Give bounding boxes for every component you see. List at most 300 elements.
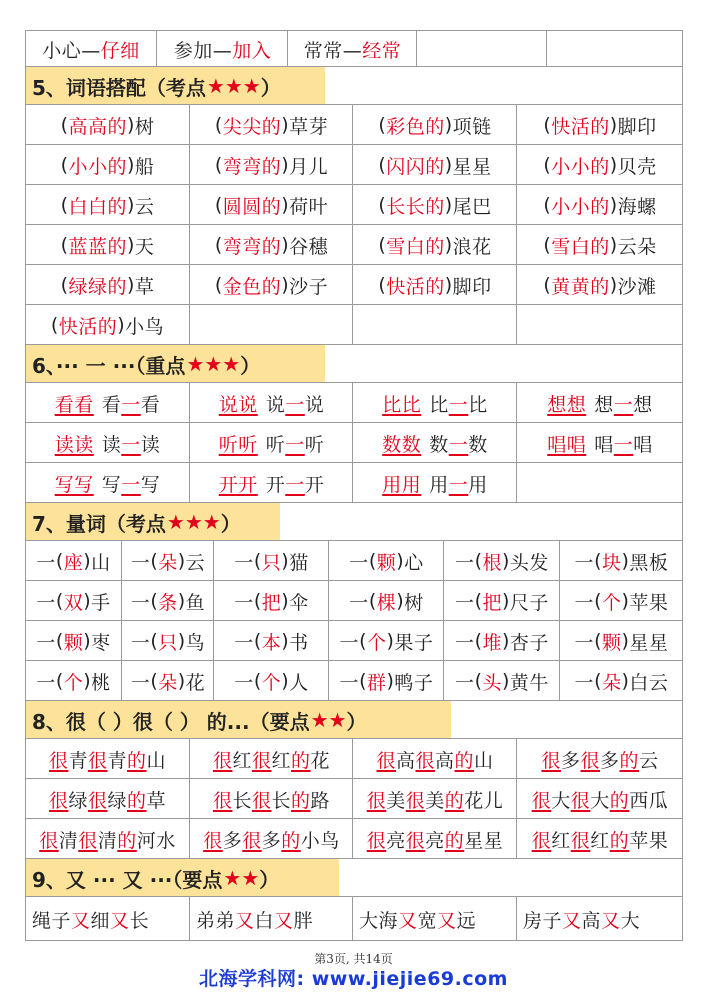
section8-title: [26, 701, 451, 739]
collocation-cell: [516, 305, 683, 345]
paren: ): [396, 550, 405, 572]
paren: ): [177, 590, 186, 612]
noun: 小鸟: [125, 315, 165, 338]
collocation-cell: [189, 185, 353, 225]
collocation-cell: [189, 265, 353, 305]
paren: (: [214, 154, 223, 176]
footer-website: 北海学科网: www.jiejie69.com: [199, 968, 508, 990]
paren: (: [543, 234, 552, 256]
paren: ): [502, 550, 510, 572]
noun: 伞: [289, 591, 309, 614]
adjective: 红: [590, 829, 610, 852]
measure-word: 块: [601, 551, 622, 574]
hen-char: 很: [212, 749, 233, 772]
adjective: 闪闪的: [386, 155, 445, 178]
reduplicated-word: 数数: [382, 433, 422, 456]
noun: 人: [289, 671, 309, 694]
paren: ): [502, 630, 510, 652]
reduplication-cell: [26, 383, 189, 423]
measure-word: 个: [366, 631, 387, 654]
verb: 比: [429, 393, 449, 416]
adjective: 高: [395, 749, 416, 772]
noun: 星星: [629, 631, 669, 654]
noun: 花儿: [464, 789, 504, 812]
section9-title: [26, 859, 339, 897]
paren: (: [594, 630, 602, 652]
paren: (: [55, 590, 64, 612]
section7-title: [26, 503, 280, 541]
adjective: 长长的: [386, 195, 445, 218]
noun: 船: [134, 155, 155, 178]
you-char: 又: [601, 909, 621, 932]
paren: ): [281, 194, 290, 216]
noun: 手: [91, 591, 111, 614]
section5-row: [26, 304, 682, 345]
paren: ): [177, 550, 186, 572]
adjective: 清: [58, 829, 79, 852]
noun: 白云: [629, 671, 669, 694]
subject: 大海: [359, 909, 399, 932]
noun: 浪花: [452, 235, 492, 258]
adjective: 小小的: [68, 155, 127, 178]
hen-phrase-cell: [352, 739, 517, 779]
measure-word: 把: [482, 591, 502, 614]
measure-word-cell: [559, 661, 683, 701]
title-text: 7、量词（考点: [32, 511, 166, 536]
adjective: 白白的: [68, 195, 127, 218]
paren: ): [127, 114, 135, 136]
measure-word: 棵: [376, 591, 397, 614]
verb: 说: [304, 393, 325, 416]
verb: 唱: [633, 433, 653, 456]
noun: 脚印: [452, 275, 492, 298]
hen-char: 很: [242, 829, 262, 852]
reduplicated-word: 开开: [218, 473, 258, 496]
reduplication-cell: [189, 463, 353, 503]
adjective: 红: [271, 749, 292, 772]
measure-word-cell: [213, 661, 329, 701]
paren: ): [281, 590, 290, 612]
paren: (: [214, 274, 223, 296]
noun: 树: [404, 591, 424, 614]
verb: 开: [265, 473, 286, 496]
paren: ): [621, 670, 630, 692]
noun: 沙滩: [617, 275, 657, 298]
collocation-cell: [516, 265, 683, 305]
paren: (: [474, 550, 483, 572]
reduplication-cell: [352, 423, 517, 463]
paren: (: [543, 114, 552, 136]
paren: ): [444, 114, 453, 136]
adjective: 亮: [386, 829, 406, 852]
adjective: 彩色的: [386, 115, 445, 138]
section6-header-row: [26, 344, 682, 383]
reduplicated-word: 看看: [54, 393, 94, 416]
paren: (: [150, 630, 159, 652]
section5-row: [26, 264, 682, 305]
paren: ): [281, 114, 290, 136]
hen-phrase-cell: [26, 819, 189, 859]
hen-char: 很: [405, 789, 426, 812]
section7-row: [26, 580, 682, 621]
de-char: 的: [609, 789, 630, 812]
adjective: 绿: [107, 789, 128, 812]
yi-char: 一: [574, 671, 595, 694]
noun: 路: [310, 789, 331, 812]
yi-char: 一: [349, 551, 369, 574]
adjective: 高: [581, 909, 602, 932]
paren: (: [253, 590, 262, 612]
paren: ): [502, 590, 510, 612]
hen-char: 很: [78, 829, 98, 852]
you-char: 又: [274, 909, 294, 932]
collocation-cell: [352, 265, 517, 305]
paren: ): [281, 670, 290, 692]
pair-cell: 参加— 加入: [156, 31, 288, 67]
paren: (: [55, 630, 64, 652]
measure-word-cell: [213, 541, 329, 581]
yi-char: 一: [613, 433, 634, 456]
paren: (: [50, 314, 59, 336]
collocation-cell: [516, 105, 683, 145]
measure-word-cell: [26, 581, 121, 621]
adjective: 小小的: [551, 195, 610, 218]
adjective: 高高的: [68, 115, 127, 138]
paren: ): [396, 590, 405, 612]
reduplicated-word: 说说: [218, 393, 258, 416]
measure-word-cell: [328, 581, 444, 621]
paren: ): [281, 234, 290, 256]
measure-word: 只: [158, 631, 178, 654]
yi-char: 一: [448, 473, 469, 496]
paren: ): [281, 550, 290, 572]
measure-word-cell: [328, 541, 444, 581]
noun: 苹果: [629, 829, 669, 852]
noun: 鱼: [185, 591, 206, 614]
noun: 天: [134, 235, 155, 258]
star-icon: ★★: [310, 708, 347, 732]
measure-word: 颗: [63, 631, 84, 654]
hen-phrase-cell: [516, 819, 683, 859]
paren: ): [386, 670, 395, 692]
verb: 听: [304, 433, 325, 456]
title-close: ）: [259, 867, 280, 892]
noun: 黄牛: [509, 671, 549, 694]
subject: 弟弟: [196, 909, 236, 932]
paren: (: [474, 630, 483, 652]
verb: 读: [140, 433, 161, 456]
paren: (: [378, 154, 387, 176]
paren: (: [378, 194, 387, 216]
reduplicated-word: 用用: [382, 473, 422, 496]
yi-char: 一: [339, 631, 360, 654]
collocation-cell: [189, 305, 353, 345]
noun: 星星: [452, 155, 492, 178]
paren: ): [444, 154, 453, 176]
title-close: ）: [240, 353, 261, 378]
de-char: 的: [117, 829, 137, 852]
adjective: 金色的: [222, 275, 282, 298]
hen-phrase-cell: [189, 779, 353, 819]
adjective: 胖: [293, 909, 314, 932]
noun: 尺子: [509, 591, 549, 614]
paren: ): [177, 670, 186, 692]
yi-char: 一: [339, 671, 360, 694]
title-close: ）: [220, 511, 241, 536]
yi-char: 一: [234, 591, 254, 614]
noun: 心: [404, 551, 424, 574]
verb: 看: [140, 393, 161, 416]
hen-char: 很: [366, 829, 387, 852]
de-char: 的: [281, 829, 301, 852]
noun: 脚印: [617, 115, 657, 138]
measure-word: 个: [261, 671, 282, 694]
you-char: 又: [71, 909, 91, 932]
table-bottom-border: [25, 940, 683, 941]
yi-char: 一: [613, 393, 634, 416]
hen-phrase-cell: [189, 819, 353, 859]
paren: (: [214, 194, 223, 216]
reduplicated-word: 唱唱: [547, 433, 587, 456]
verb: 用: [468, 473, 488, 496]
yi-char: 一: [36, 671, 56, 694]
yi-char: 一: [285, 473, 305, 496]
paren: ): [444, 234, 453, 256]
adjective: 弯弯的: [222, 235, 282, 258]
noun: 月儿: [289, 155, 329, 178]
reduplicated-word: 比比: [382, 393, 422, 416]
adjective: 高: [435, 749, 455, 772]
noun: 项链: [452, 115, 492, 138]
adjective: 美: [425, 789, 445, 812]
noun: 云朵: [617, 235, 657, 258]
yi-char: 一: [234, 631, 254, 654]
yi-char: 一: [234, 551, 254, 574]
paren: ): [83, 550, 92, 572]
section9-header-row: [26, 858, 682, 897]
measure-word-cell: [443, 541, 560, 581]
paren: ): [177, 630, 186, 652]
measure-word: 座: [63, 551, 84, 574]
yi-char: 一: [455, 671, 475, 694]
collocation-cell: [352, 185, 517, 225]
adjective: 雪白的: [386, 235, 445, 258]
you-phrase-cell: [352, 897, 516, 941]
hen-char: 很: [531, 789, 552, 812]
paren: (: [543, 194, 552, 216]
measure-word: 颗: [601, 631, 622, 654]
paren: (: [214, 114, 223, 136]
yi-char: 一: [349, 591, 369, 614]
reduplication-cell: [26, 463, 189, 503]
hen-char: 很: [405, 829, 426, 852]
collocation-cell: [516, 225, 683, 265]
paren: (: [253, 550, 262, 572]
adjective: 绿绿的: [68, 275, 127, 298]
title-text: 6、··· 一 ···（重点: [32, 353, 186, 378]
section5-header-row: [26, 66, 682, 105]
paren: (: [60, 194, 69, 216]
pair-cell: 小心— 仔细: [42, 39, 140, 62]
hen-phrase-cell: [352, 819, 517, 859]
adjective: 亮: [425, 829, 445, 852]
section5-row: [26, 104, 682, 145]
de-char: 的: [619, 749, 640, 772]
de-char: 的: [127, 789, 147, 812]
adjective: 蓝蓝的: [68, 235, 127, 258]
pair-cell: 常常— 经常: [287, 31, 417, 67]
noun: 苹果: [629, 591, 669, 614]
noun: 草: [146, 789, 167, 812]
verb: 数: [429, 433, 449, 456]
paren: (: [378, 274, 387, 296]
star-icon: ★★★: [206, 74, 261, 98]
section7-row: [26, 540, 682, 581]
measure-word: 头: [482, 671, 502, 694]
paren: ): [609, 194, 618, 216]
reduplication-cell: [189, 423, 353, 463]
paren: ): [127, 274, 135, 296]
paren: (: [359, 630, 367, 652]
de-char: 的: [609, 829, 630, 852]
you-char: 又: [437, 909, 457, 932]
noun: 河水: [136, 829, 176, 852]
measure-word: 群: [366, 671, 387, 694]
hen-char: 很: [48, 749, 69, 772]
paren: ): [609, 274, 618, 296]
section8-row: [26, 778, 682, 819]
adjective: 圆圆的: [222, 195, 282, 218]
measure-word-cell: [26, 541, 121, 581]
collocation-cell: [189, 105, 353, 145]
paren: ): [444, 194, 453, 216]
noun: 尾巴: [452, 195, 492, 218]
hen-char: 很: [212, 789, 233, 812]
paren: (: [368, 550, 377, 572]
hen-char: 很: [580, 749, 600, 772]
reduplicated-word: 写写: [54, 473, 94, 496]
section7-row: [26, 660, 682, 701]
section8-row: [26, 738, 682, 779]
title-close: ）: [346, 709, 367, 734]
adjective: 快活的: [386, 275, 445, 298]
worksheet-table: [25, 30, 683, 940]
you-char: 又: [562, 909, 582, 932]
reduplicated-word: 想想: [547, 393, 587, 416]
paren: ): [83, 590, 92, 612]
verb: 用: [429, 473, 449, 496]
verb: 听: [265, 433, 286, 456]
collocation-cell: [26, 145, 189, 185]
de-char: 的: [127, 749, 147, 772]
yi-char: 一: [574, 551, 595, 574]
adjective: 雪白的: [551, 235, 610, 258]
noun: 贝壳: [617, 155, 657, 178]
adjective: 弯弯的: [222, 155, 282, 178]
collocation-cell: [352, 305, 517, 345]
noun: 树: [134, 115, 155, 138]
reduplication-cell: [26, 423, 189, 463]
you-char: 又: [398, 909, 418, 932]
paren: (: [150, 670, 159, 692]
noun: 果子: [394, 631, 434, 654]
hen-phrase-cell: [516, 739, 683, 779]
title-text: 8、很（ ）很（ ） 的...（要点: [32, 709, 310, 734]
measure-word-cell: [559, 541, 683, 581]
collocation-cell: [352, 225, 517, 265]
collocation-cell: [26, 305, 189, 345]
section6-title: [26, 345, 325, 383]
section6-row: [26, 462, 682, 503]
section9-row: [26, 896, 682, 941]
de-char: 的: [291, 749, 311, 772]
hen-char: 很: [251, 789, 272, 812]
paren: (: [594, 550, 602, 572]
hen-char: 很: [48, 789, 69, 812]
adjective: 白: [254, 909, 275, 932]
hen-phrase-cell: [189, 739, 353, 779]
paren: (: [359, 670, 367, 692]
yi-char: 一: [448, 433, 469, 456]
paren: ): [281, 274, 290, 296]
noun: 荷叶: [289, 195, 329, 218]
adjective: 宽: [417, 909, 438, 932]
noun: 云: [134, 195, 155, 218]
measure-word-cell: [443, 581, 560, 621]
adjective: 长: [271, 789, 292, 812]
adjective: 尖尖的: [222, 115, 282, 138]
adjective: 红: [232, 749, 252, 772]
section5-row: [26, 184, 682, 225]
reduplication-cell: [352, 463, 517, 503]
section7-header-row: [26, 502, 682, 541]
paren: ): [621, 590, 630, 612]
paren: (: [378, 114, 387, 136]
adjective: 红: [551, 829, 571, 852]
verb: 比: [468, 393, 488, 416]
collocation-cell: [26, 265, 189, 305]
measure-word-cell: [443, 661, 560, 701]
measure-word: 个: [63, 671, 84, 694]
hen-char: 很: [415, 749, 435, 772]
paren: ): [127, 234, 135, 256]
yi-char: 一: [130, 551, 151, 574]
title-text: 9、又 ··· 又 ···（要点: [32, 867, 223, 892]
paren: (: [55, 670, 64, 692]
reduplicated-word: 听听: [218, 433, 258, 456]
yi-char: 一: [121, 433, 141, 456]
verb: 想: [594, 393, 614, 416]
adjective: 远: [456, 909, 477, 932]
yi-char: 一: [455, 631, 475, 654]
you-phrase-cell: [516, 897, 682, 941]
noun: 桃: [91, 671, 111, 694]
verb: 开: [304, 473, 325, 496]
yi-char: 一: [285, 433, 305, 456]
adjective: 多: [261, 829, 282, 852]
hen-char: 很: [376, 749, 396, 772]
measure-word-cell: [121, 581, 214, 621]
paren: (: [378, 234, 387, 256]
hen-char: 很: [541, 749, 561, 772]
yi-char: 一: [121, 473, 141, 496]
section5-title: 5、词语搭配（考点 ★★★ ）: [26, 67, 325, 105]
section8-header-row: [26, 700, 682, 739]
noun: 云: [185, 551, 206, 574]
page-number: 第3页, 共14页: [314, 952, 393, 966]
adjective: 绿: [68, 789, 88, 812]
star-icon: ★★★: [186, 352, 241, 376]
